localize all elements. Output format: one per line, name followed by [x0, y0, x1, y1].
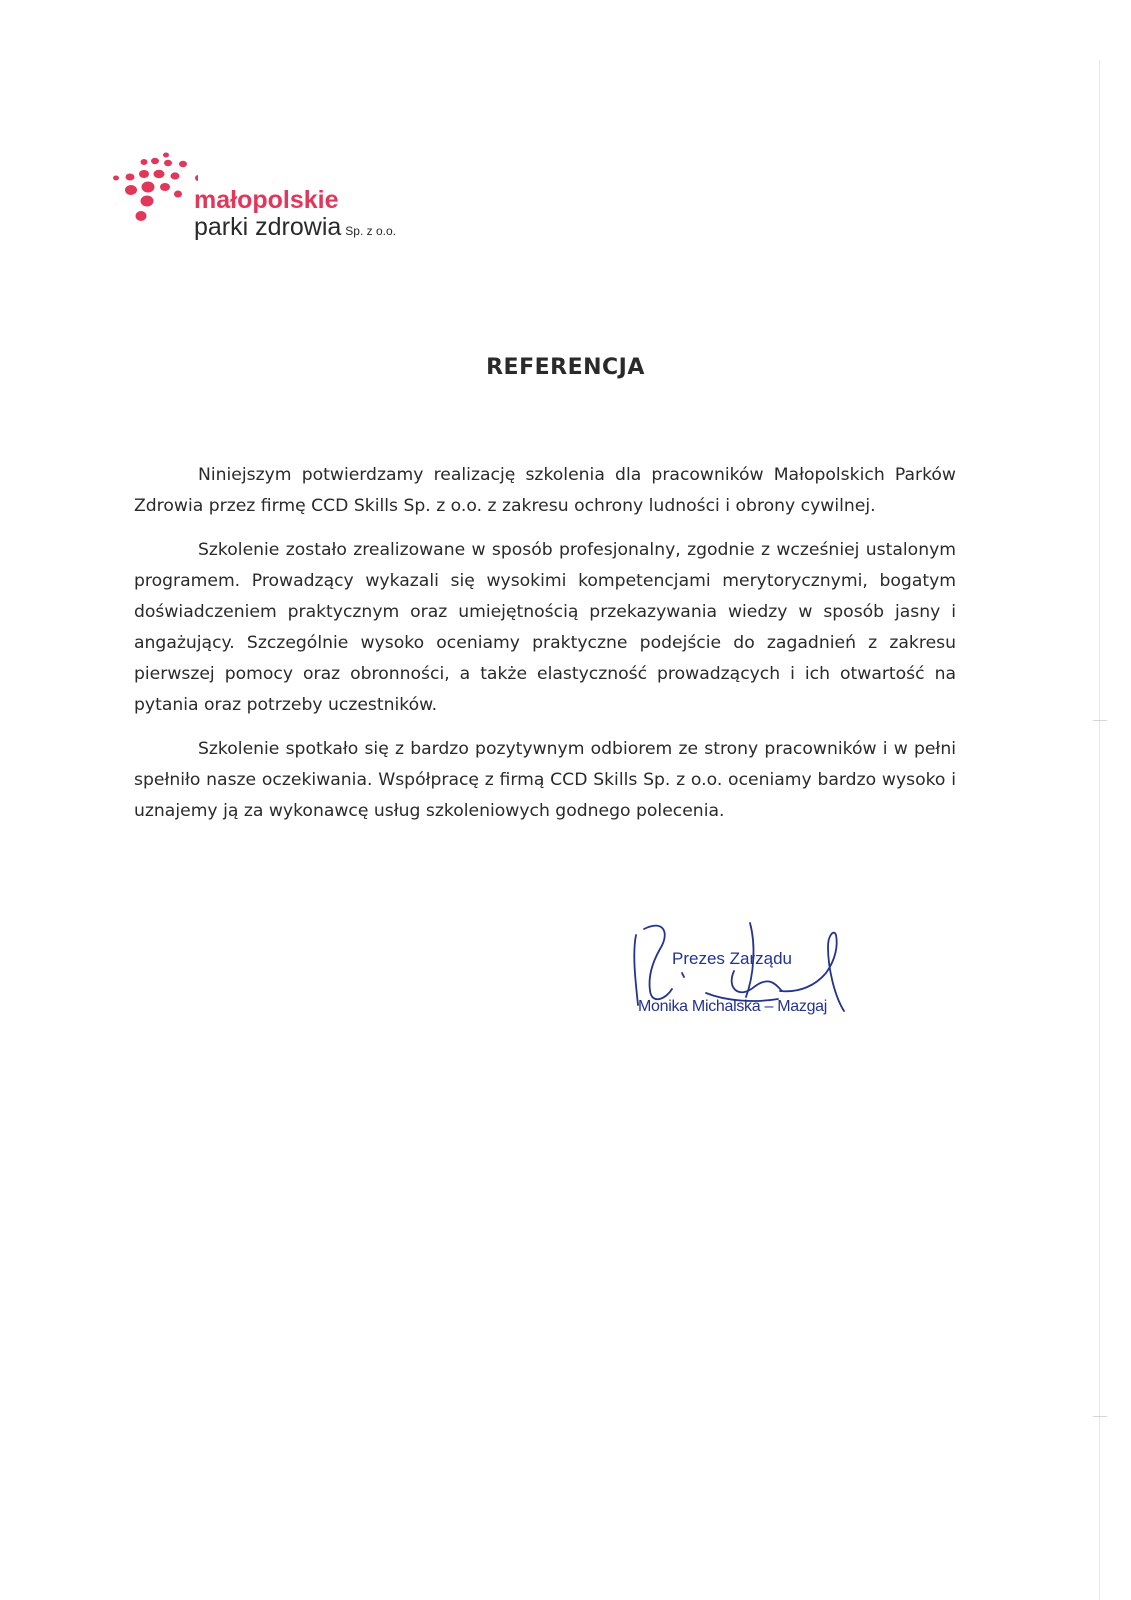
- paragraph: Szkolenie spotkało się z bardzo pozytywnym odbiorem ze strony pracowników i w pełni spełniło nasze oczekiwania. Współpracę z firmą CCD Skills Sp. z o.o. oceniamy bardzo wysoko i uznajemy ją za wykonawcę usług szkoleniowych godnego polecenia.: [134, 739, 956, 821]
- scan-edge-tick: [1093, 1416, 1107, 1417]
- scan-edge-tick: [1093, 720, 1107, 721]
- logo-legal-form: Sp. z o.o.: [345, 224, 396, 238]
- logo-name: małopolskie: [194, 186, 339, 214]
- company-logo: [108, 150, 448, 250]
- logo-subtitle-text: parki zdrowia: [194, 213, 342, 241]
- signature-name: Monika Michalska – Mazgaj: [638, 998, 828, 1015]
- document-title: REFERENCJA: [486, 355, 645, 380]
- document-body: [134, 460, 956, 840]
- logo-subtitle: [194, 213, 396, 242]
- paragraph: Niniejszym potwierdzamy realizację szkolenia dla pracowników Małopolskich Parków Zdrowia przez firmę CCD Skills Sp. z o.o. z zakresu ochrony ludności i obrony cywilnej.: [134, 465, 956, 516]
- signature-title: Prezes Zarządu: [672, 949, 792, 968]
- scan-edge-line: [1099, 60, 1100, 1600]
- signature-block: [630, 915, 870, 1035]
- paragraph: Szkolenie zostało zrealizowane w sposób profesjonalny, zgodnie z wcześniej ustalonym programem. Prowadzący wykazali się wysokimi kompetencjami merytorycznymi, bogatym doświadczeniem praktycznym oraz umiejętnością przekazywania wiedzy w sposób jasny i angażujący. Szczególnie wysoko oceniamy praktyczne podejście do zagadnień z zakresu pierwszej pomocy oraz obronności, a także elastyczność prowadzących i ich otwartość na pytania oraz potrzeby uczestników.: [134, 540, 956, 715]
- logo-dots-icon: [108, 150, 198, 230]
- handwritten-signature-icon: [630, 915, 870, 1035]
